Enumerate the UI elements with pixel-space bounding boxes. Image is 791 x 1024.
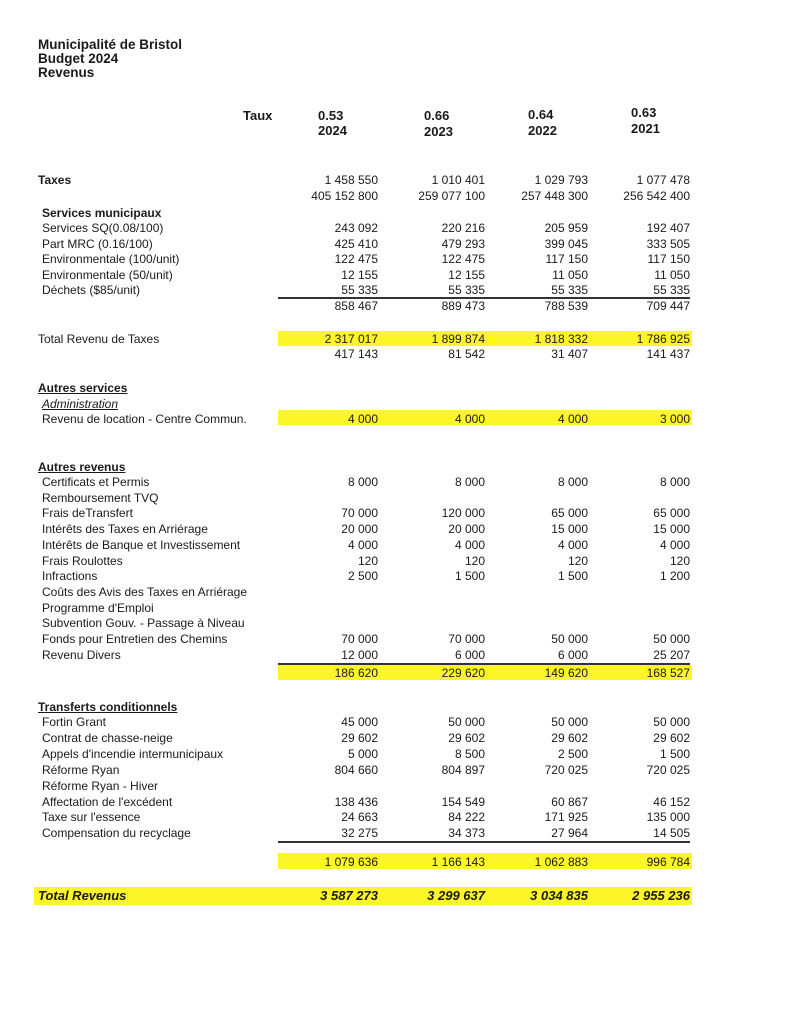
value-cell: 149 620 bbox=[544, 666, 588, 680]
value-cell: 60 867 bbox=[551, 794, 588, 809]
value-cell: 220 216 bbox=[441, 221, 485, 235]
value-cell: 25 207 bbox=[653, 647, 690, 662]
value-cell: 120 bbox=[567, 553, 588, 568]
value-cell: 50 000 bbox=[653, 632, 690, 646]
value-cell: 2 955 236 bbox=[632, 888, 690, 903]
location-row bbox=[0, 412, 791, 426]
value-cell: 46 152 bbox=[653, 794, 690, 809]
line-item-row bbox=[0, 475, 791, 489]
line-item-row bbox=[0, 747, 791, 761]
value-cell: 117 150 bbox=[647, 252, 690, 266]
value-cell: 257 448 300 bbox=[521, 189, 588, 203]
value-cell: 4 000 bbox=[659, 537, 690, 552]
services-municipaux-heading bbox=[0, 206, 791, 220]
value-cell: 6 000 bbox=[557, 647, 588, 662]
value-cell: 122 475 bbox=[441, 252, 485, 266]
value-cell: 50 000 bbox=[551, 632, 588, 646]
value-cell: 55 335 bbox=[448, 283, 485, 297]
value-cell: 417 143 bbox=[334, 347, 378, 361]
line-item-row bbox=[0, 252, 791, 266]
line-item-row bbox=[0, 810, 791, 824]
row-label: Revenu Divers bbox=[42, 647, 121, 662]
value-cell: 8 500 bbox=[454, 746, 485, 761]
value-cell: 29 602 bbox=[653, 730, 690, 745]
value-cell: 70 000 bbox=[341, 506, 378, 521]
value-cell: 333 505 bbox=[646, 236, 690, 251]
value-cell: 1 010 401 bbox=[431, 173, 485, 187]
value-cell: 55 335 bbox=[653, 283, 690, 297]
rate-2021: 0.63 bbox=[631, 105, 657, 120]
value-cell: 12 000 bbox=[341, 647, 378, 662]
taux-label: Taux bbox=[243, 108, 273, 123]
line-item-row bbox=[0, 491, 791, 505]
value-cell: 1 079 636 bbox=[324, 855, 378, 869]
value-cell: 1 500 bbox=[454, 569, 485, 584]
rate-2024: 0.53 bbox=[318, 108, 344, 123]
value-cell: 5 000 bbox=[347, 746, 378, 761]
value-cell: 804 897 bbox=[441, 762, 485, 777]
row-label: Revenu de location - Centre Commun. bbox=[42, 412, 247, 426]
value-cell: 45 000 bbox=[341, 715, 378, 729]
value-cell: 192 407 bbox=[646, 221, 690, 235]
total-taxes-row bbox=[0, 332, 791, 346]
value-cell: 120 bbox=[357, 553, 378, 568]
value-cell: 70 000 bbox=[448, 632, 485, 646]
section-heading: Autres services bbox=[38, 381, 128, 395]
value-cell: 259 077 100 bbox=[418, 189, 485, 203]
row-label: Affectation de l'excédent bbox=[42, 794, 173, 809]
value-cell: 229 620 bbox=[441, 666, 485, 680]
row-label: Déchets ($85/unit) bbox=[42, 283, 141, 297]
taxes-difference-row bbox=[0, 347, 791, 361]
value-cell: 8 000 bbox=[557, 475, 588, 489]
total-taxes-label: Total Revenu de Taxes bbox=[38, 332, 160, 346]
value-cell: 4 000 bbox=[557, 537, 588, 552]
value-cell: 1 500 bbox=[659, 746, 690, 761]
value-cell: 3 587 273 bbox=[320, 888, 378, 903]
value-cell: 1 200 bbox=[659, 569, 690, 584]
row-label: Frais deTransfert bbox=[42, 506, 133, 521]
row-label: Certificats et Permis bbox=[42, 475, 150, 489]
year-2023: 2023 bbox=[424, 124, 453, 139]
line-item-row bbox=[0, 585, 791, 599]
value-cell: 117 150 bbox=[545, 252, 588, 266]
row-label: Fonds pour Entretien des Chemins bbox=[42, 632, 228, 646]
value-cell: 186 620 bbox=[334, 666, 378, 680]
value-cell: 1 458 550 bbox=[324, 173, 378, 187]
value-cell: 141 437 bbox=[646, 347, 690, 361]
line-item-row bbox=[0, 221, 791, 235]
value-cell: 81 542 bbox=[448, 347, 485, 361]
value-cell: 1 062 883 bbox=[534, 855, 588, 869]
row-label: Fortin Grant bbox=[42, 715, 107, 729]
line-item-row bbox=[0, 826, 791, 840]
value-cell: 804 660 bbox=[334, 762, 378, 777]
subtotal-rule bbox=[278, 841, 690, 843]
rate-2022: 0.64 bbox=[528, 107, 554, 122]
line-item-row bbox=[0, 779, 791, 793]
line-item-row bbox=[0, 731, 791, 745]
line-item-row bbox=[0, 506, 791, 520]
value-cell: 8 000 bbox=[347, 475, 378, 489]
autres-services-heading bbox=[0, 381, 791, 395]
value-cell: 34 373 bbox=[448, 826, 485, 841]
value-cell: 205 959 bbox=[544, 221, 588, 235]
value-cell: 12 155 bbox=[341, 267, 378, 282]
value-cell: 858 467 bbox=[334, 299, 378, 313]
value-cell: 11 050 bbox=[654, 267, 690, 282]
value-cell: 55 335 bbox=[341, 283, 378, 297]
line-item-row bbox=[0, 283, 791, 297]
row-label: Appels d'incendie intermunicipaux bbox=[42, 746, 224, 761]
value-cell: 32 275 bbox=[341, 826, 378, 841]
value-cell: 50 000 bbox=[551, 715, 588, 729]
document-header bbox=[38, 38, 182, 80]
line-item-row bbox=[0, 522, 791, 536]
row-label: Services SQ(0.08/100) bbox=[42, 221, 164, 235]
value-cell: 8 000 bbox=[454, 475, 485, 489]
value-cell: 29 602 bbox=[341, 730, 378, 745]
value-cell: 405 152 800 bbox=[311, 189, 378, 203]
value-cell: 1 166 143 bbox=[431, 855, 485, 869]
value-cell: 12 155 bbox=[448, 267, 485, 282]
row-label: Part MRC (0.16/100) bbox=[42, 236, 153, 251]
row-label: Contrat de chasse-neige bbox=[42, 730, 173, 745]
line-item-row bbox=[0, 237, 791, 251]
line-item-row bbox=[0, 554, 791, 568]
line-item-row bbox=[0, 648, 791, 662]
row-label: Intérêts des Taxes en Arriérage bbox=[42, 522, 208, 537]
value-cell: 20 000 bbox=[341, 522, 378, 537]
value-cell: 84 222 bbox=[448, 810, 485, 825]
section-title: Revenus bbox=[38, 65, 95, 80]
value-cell: 55 335 bbox=[551, 283, 588, 297]
year-2022: 2022 bbox=[528, 123, 557, 138]
autres-revenus-heading bbox=[0, 460, 791, 474]
line-item-row bbox=[0, 616, 791, 630]
value-cell: 4 000 bbox=[347, 537, 378, 552]
value-cell: 889 473 bbox=[441, 299, 485, 313]
value-cell: 720 025 bbox=[646, 762, 690, 777]
value-cell: 709 447 bbox=[646, 299, 690, 313]
value-cell: 154 549 bbox=[441, 794, 485, 809]
section-heading: Transferts conditionnels bbox=[38, 700, 178, 714]
value-cell: 11 050 bbox=[552, 267, 588, 282]
row-label: Subvention Gouv. - Passage à Niveau bbox=[42, 616, 245, 631]
value-cell: 2 317 017 bbox=[324, 332, 378, 346]
value-cell: 256 542 400 bbox=[623, 189, 690, 203]
value-cell: 2 500 bbox=[557, 746, 588, 761]
value-cell: 138 436 bbox=[334, 794, 378, 809]
subsection-heading: Administration bbox=[42, 397, 119, 411]
value-cell: 1 786 925 bbox=[636, 332, 690, 346]
row-label: Infractions bbox=[42, 569, 98, 584]
transferts-subtotal-row bbox=[0, 855, 791, 869]
value-cell: 3 000 bbox=[659, 412, 690, 426]
total-revenus-row bbox=[0, 889, 791, 903]
row-label: Taxe sur l'essence bbox=[42, 810, 141, 825]
taxes-label: Taxes bbox=[38, 173, 72, 187]
line-item-row bbox=[0, 569, 791, 583]
rate-2023: 0.66 bbox=[424, 108, 450, 123]
value-cell: 15 000 bbox=[653, 522, 690, 537]
value-cell: 1 500 bbox=[557, 569, 588, 584]
value-cell: 120 000 bbox=[441, 506, 485, 521]
value-cell: 1 818 332 bbox=[534, 332, 588, 346]
value-cell: 1 077 478 bbox=[636, 173, 690, 187]
row-label: Compensation du recyclage bbox=[42, 826, 191, 841]
value-cell: 50 000 bbox=[448, 715, 485, 729]
value-cell: 14 505 bbox=[653, 826, 690, 841]
value-cell: 70 000 bbox=[341, 632, 378, 646]
line-item-row bbox=[0, 601, 791, 615]
administration-heading bbox=[0, 397, 791, 411]
taxes-row bbox=[0, 173, 791, 187]
value-cell: 120 bbox=[464, 553, 485, 568]
value-cell: 65 000 bbox=[653, 506, 690, 521]
value-cell: 168 527 bbox=[646, 666, 690, 680]
section-heading: Services municipaux bbox=[42, 206, 162, 220]
value-cell: 4 000 bbox=[454, 537, 485, 552]
value-cell: 3 034 835 bbox=[530, 888, 588, 903]
autres-revenus-subtotal-row bbox=[0, 666, 791, 680]
value-cell: 2 500 bbox=[347, 569, 378, 584]
value-cell: 29 602 bbox=[551, 730, 588, 745]
row-label: Intérêts de Banque et Investissement bbox=[42, 537, 241, 552]
line-item-row bbox=[0, 763, 791, 777]
services-subtotal-row bbox=[0, 299, 791, 313]
line-item-row bbox=[0, 268, 791, 282]
row-label: Remboursement TVQ bbox=[42, 490, 159, 505]
value-cell: 15 000 bbox=[551, 522, 588, 537]
value-cell: 29 602 bbox=[448, 730, 485, 745]
value-cell: 24 663 bbox=[341, 810, 378, 825]
value-cell: 3 299 637 bbox=[427, 888, 485, 903]
year-2024: 2024 bbox=[318, 123, 347, 138]
value-cell: 4 000 bbox=[347, 412, 378, 426]
value-cell: 788 539 bbox=[544, 299, 588, 313]
row-label: Environmentale (50/unit) bbox=[42, 267, 173, 282]
value-cell: 27 964 bbox=[551, 826, 588, 841]
value-cell: 20 000 bbox=[448, 522, 485, 537]
budget-title: Budget 2024 bbox=[38, 51, 119, 66]
row-label: Réforme Ryan - Hiver bbox=[42, 778, 159, 793]
value-cell: 65 000 bbox=[551, 506, 588, 521]
section-heading: Autres revenus bbox=[38, 460, 126, 474]
value-cell: 6 000 bbox=[454, 647, 485, 662]
row-label: Programme d'Emploi bbox=[42, 600, 154, 615]
value-cell: 120 bbox=[669, 553, 690, 568]
org-name: Municipalité de Bristol bbox=[38, 37, 183, 52]
value-cell: 720 025 bbox=[544, 762, 588, 777]
row-label: Coûts des Avis des Taxes en Arriérage bbox=[42, 584, 248, 599]
value-cell: 31 407 bbox=[551, 347, 588, 361]
line-item-row bbox=[0, 632, 791, 646]
value-cell: 996 784 bbox=[646, 855, 690, 869]
year-2021: 2021 bbox=[631, 121, 660, 136]
value-cell: 1 029 793 bbox=[534, 173, 588, 187]
line-item-row bbox=[0, 715, 791, 729]
evaluation-row bbox=[0, 189, 791, 203]
line-item-row bbox=[0, 795, 791, 809]
row-label: Réforme Ryan bbox=[42, 762, 120, 777]
value-cell: 425 410 bbox=[334, 236, 378, 251]
value-cell: 1 899 874 bbox=[431, 332, 485, 346]
value-cell: 4 000 bbox=[454, 412, 485, 426]
value-cell: 135 000 bbox=[646, 810, 690, 825]
value-cell: 243 092 bbox=[334, 221, 378, 235]
value-cell: 122 475 bbox=[334, 252, 378, 266]
value-cell: 399 045 bbox=[544, 236, 588, 251]
value-cell: 171 925 bbox=[544, 810, 588, 825]
row-label: Environmentale (100/unit) bbox=[42, 252, 180, 266]
value-cell: 4 000 bbox=[557, 412, 588, 426]
value-cell: 50 000 bbox=[653, 715, 690, 729]
total-revenus-label: Total Revenus bbox=[38, 888, 127, 903]
value-cell: 8 000 bbox=[659, 475, 690, 489]
value-cell: 479 293 bbox=[441, 236, 485, 251]
transferts-heading bbox=[0, 700, 791, 714]
row-label: Frais Roulottes bbox=[42, 553, 123, 568]
line-item-row bbox=[0, 538, 791, 552]
